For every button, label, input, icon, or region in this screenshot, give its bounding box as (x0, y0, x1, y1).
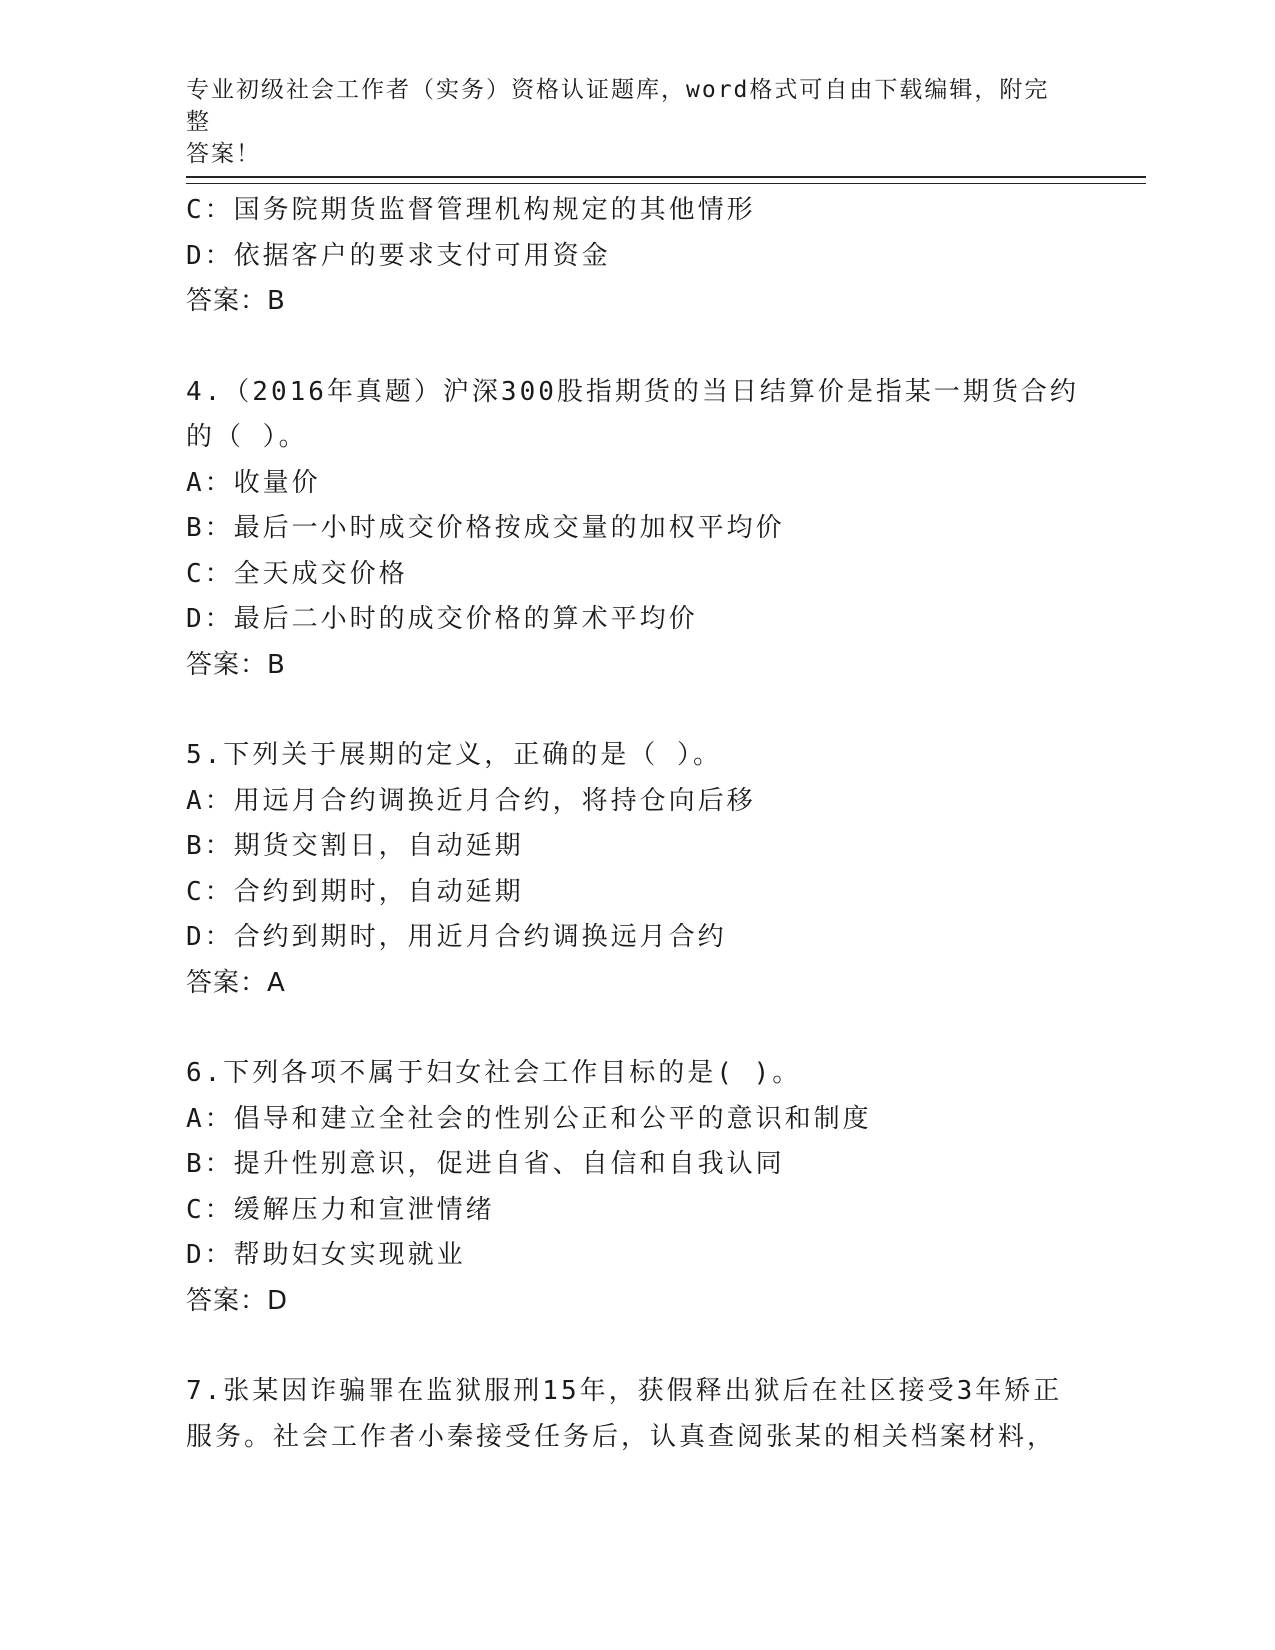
question-stem-line: 6.下列各项不属于妇女社会工作目标的是( )。 (186, 1058, 802, 1088)
option-a: A：用远月合约调换近月合约，将持仓向后移 (186, 785, 756, 816)
option-b: B：最后一小时成交价格按成交量的加权平均价 (186, 513, 785, 543)
question-list (186, 188, 1086, 1460)
header-line-2: 答案！ (186, 141, 261, 167)
option-c: C：缓解压力和宣泄情绪 (186, 1194, 495, 1225)
option-c: C：国务院期货监督管理机构规定的其他情形 (186, 195, 756, 225)
option-c: C：全天成交价格 (186, 558, 408, 589)
answer-label: 答案：B (186, 286, 286, 316)
answer-label: 答案：D (186, 1285, 289, 1316)
question-stem-line: 5.下列关于展期的定义，正确的是（ ）。 (186, 740, 722, 770)
option-d: D：帮助妇女实现就业 (186, 1240, 466, 1270)
question-4 (186, 370, 1086, 689)
option-c: C：合约到期时，自动延期 (186, 876, 524, 907)
option-b: B：提升性别意识，促进自省、自信和自我认同 (186, 1149, 785, 1179)
answer-label: 答案：A (186, 967, 286, 998)
question-partial (186, 188, 1086, 325)
question-stem-line: 7.张某因诈骗罪在监狱服刑15年，获假释出狱后在社区接受3年矫正 (186, 1376, 1063, 1406)
question-7 (186, 1369, 1086, 1460)
option-a: A：倡导和建立全社会的性别公正和公平的意识和制度 (186, 1103, 872, 1134)
option-a: A：收量价 (186, 467, 321, 498)
question-6 (186, 1051, 1086, 1324)
option-b: B：期货交割日，自动延期 (186, 831, 524, 861)
question-stem-line: 4.（2016年真题）沪深300股指期货的当日结算价是指某一期货合约 (186, 376, 1079, 407)
option-d: D：依据客户的要求支付可用资金 (186, 240, 611, 271)
question-stem-line: 的（ ）。 (186, 422, 308, 452)
header-divider (186, 176, 1146, 184)
question-stem-line: 服务。社会工作者小秦接受任务后，认真查阅张某的相关档案材料， (186, 1421, 1057, 1452)
question-5 (186, 733, 1086, 1006)
answer-label: 答案：B (186, 649, 286, 680)
header-line-1: 专业初级社会工作者（实务）资格认证题库，word格式可自由下载编辑，附完整 (186, 77, 1050, 135)
document-header (186, 74, 1066, 170)
option-d: D：最后二小时的成交价格的算术平均价 (186, 604, 698, 634)
option-d: D：合约到期时，用近月合约调换远月合约 (186, 922, 727, 952)
